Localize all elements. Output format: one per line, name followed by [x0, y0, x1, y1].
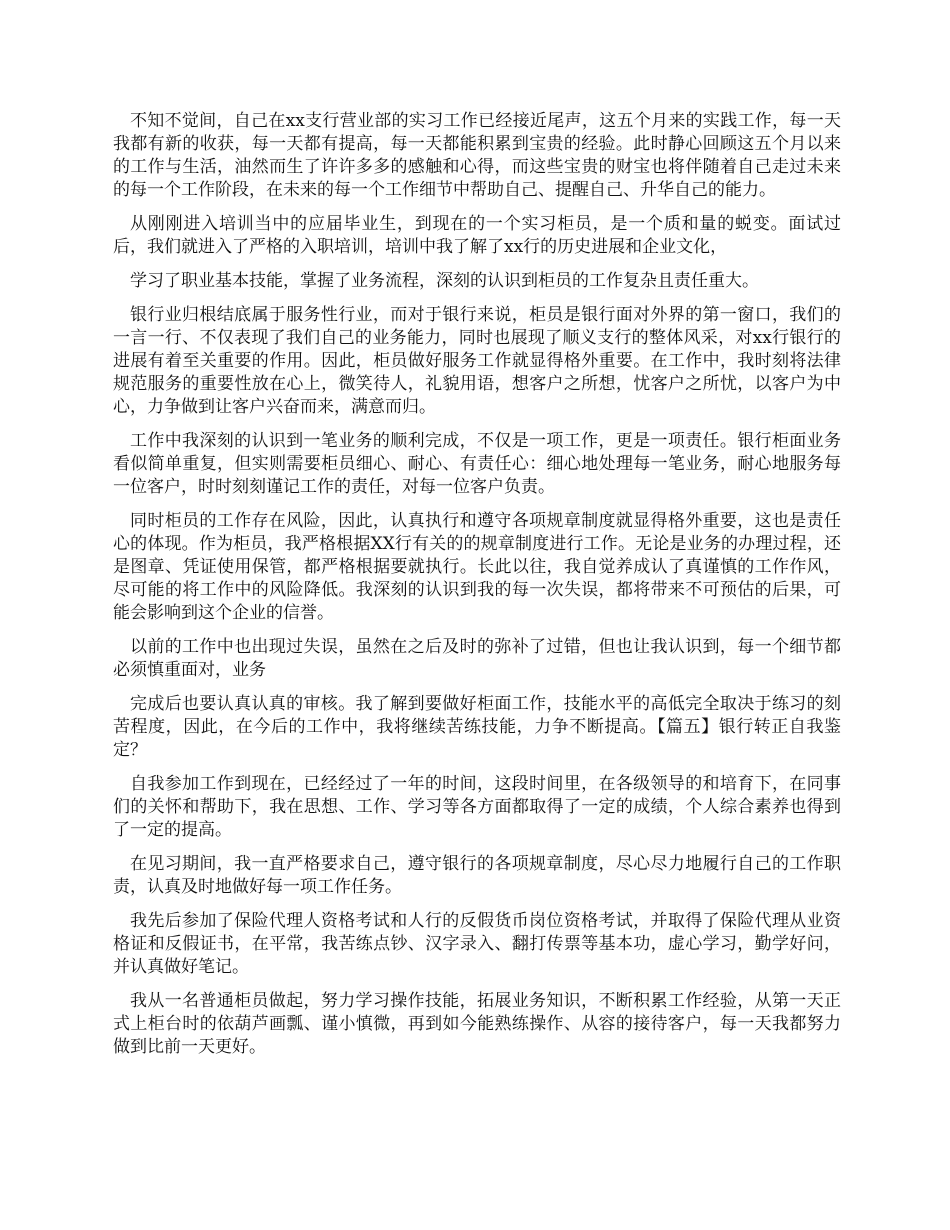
paragraph-5: 工作中我深刻的认识到一笔业务的顺利完成，不仅是一项工作，更是一项责任。银行柜面业务看似简单重复，但实则需要柜员细心、耐心、有责任心：细心地处理每一笔业务，耐心地服务每一位客户，时时刻刻谨记工作的责任，对每一位客户负责。: [113, 431, 841, 497]
paragraph-3: 学习了职业基本技能，掌握了业务流程，深刻的认识到柜员的工作复杂且责任重大。: [130, 271, 759, 291]
paragraph-8: 完成后也要认真认真的审核。我了解到要做好柜面工作，技能水平的高低完全取决于练习的刻苦程度，因此，在今后的工作中，我将继续苦练技能，力争不断提高。【篇五】银行转正自我鉴定？: [113, 694, 841, 760]
document-body: [113, 110, 841, 1070]
paragraph-9: 自我参加工作到现在，已经经过了一年的时间，这段时间里，在各级领导的和培育下，在同事们的关怀和帮助下，我在思想、工作、学习等各方面都取得了一定的成绩，个人综合素养也得到了一定的提高。: [113, 774, 841, 840]
paragraph-11: 我先后参加了保险代理人资格考试和人行的反假货币岗位资格考试，并取得了保险代理从业资格证和反假证书，在平常，我苦练点钞、汉字录入、翻打传票等基本功，虚心学习，勤学好问，并认真做好笔记。: [113, 911, 841, 977]
paragraph-12: 我从一名普通柜员做起，努力学习操作技能，拓展业务知识，不断积累工作经验，从第一天正式上柜台时的依葫芦画瓢、谨小慎微，再到如今能熟练操作、从容的接待客户，每一天我都努力做到比前一天更好。: [113, 991, 841, 1057]
paragraph-4: 银行业归根结底属于服务性行业，而对于银行来说，柜员是银行面对外界的第一窗口，我们的一言一行、不仅表现了我们自己的业务能力，同时也展现了顺义支行的整体风采，对xx行银行的进展有着至关重要的作用。因此，柜员做好服务工作就显得格外重要。在工作中，我时刻将法律规范服务的重要性放在心上，微笑待人，礼貌用语，想客户之所想，忧客户之所忧，以客户为中心，力争做到让客户兴奋而来，满意而归。: [113, 305, 841, 417]
paragraph-6: 同时柜员的工作存在风险，因此，认真执行和遵守各项规章制度就显得格外重要，这也是责任心的体现。作为柜员，我严格根据XX行有关的的规章制度进行工作。无论是业务的办理过程，还是图章、凭证使用保管，都严格根据要就执行。长此以往，我自觉养成认了真谨慎的工作作风，尽可能的将工作中的风险降低。我深刻的认识到我的每一次失误，都将带来不可预估的后果，可能会影响到这个企业的信誉。: [113, 511, 841, 623]
paragraph-1: 不知不觉间，自己在xx支行营业部的实习工作已经接近尾声，这五个月来的实践工作，每一天我都有新的收获，每一天都有提高，每一天都能积累到宝贵的经验。此时静心回顾这五个月以来的工作与生活，油然而生了许许多多的感触和心得，而这些宝贵的财宝也将伴随着自己走过未来的每一个工作阶段，在未来的每一个工作细节中帮助自己、提醒自己、升华自己的能力。: [113, 111, 841, 200]
paragraph-10: 在见习期间，我一直严格要求自己，遵守银行的各项规章制度，尽心尽力地履行自己的工作职责，认真及时地做好每一项工作任务。: [113, 854, 841, 897]
paragraph-7: 以前的工作中也出现过失误，虽然在之后及时的弥补了过错，但也让我认识到，每一个细节都必须慎重面对，业务: [113, 637, 841, 680]
paragraph-2: 从刚刚进入培训当中的应届毕业生，到现在的一个实习柜员，是一个质和量的蜕变。面试过后，我们就进入了严格的入职培训，培训中我了解了xx行的历史进展和企业文化，: [113, 214, 841, 257]
